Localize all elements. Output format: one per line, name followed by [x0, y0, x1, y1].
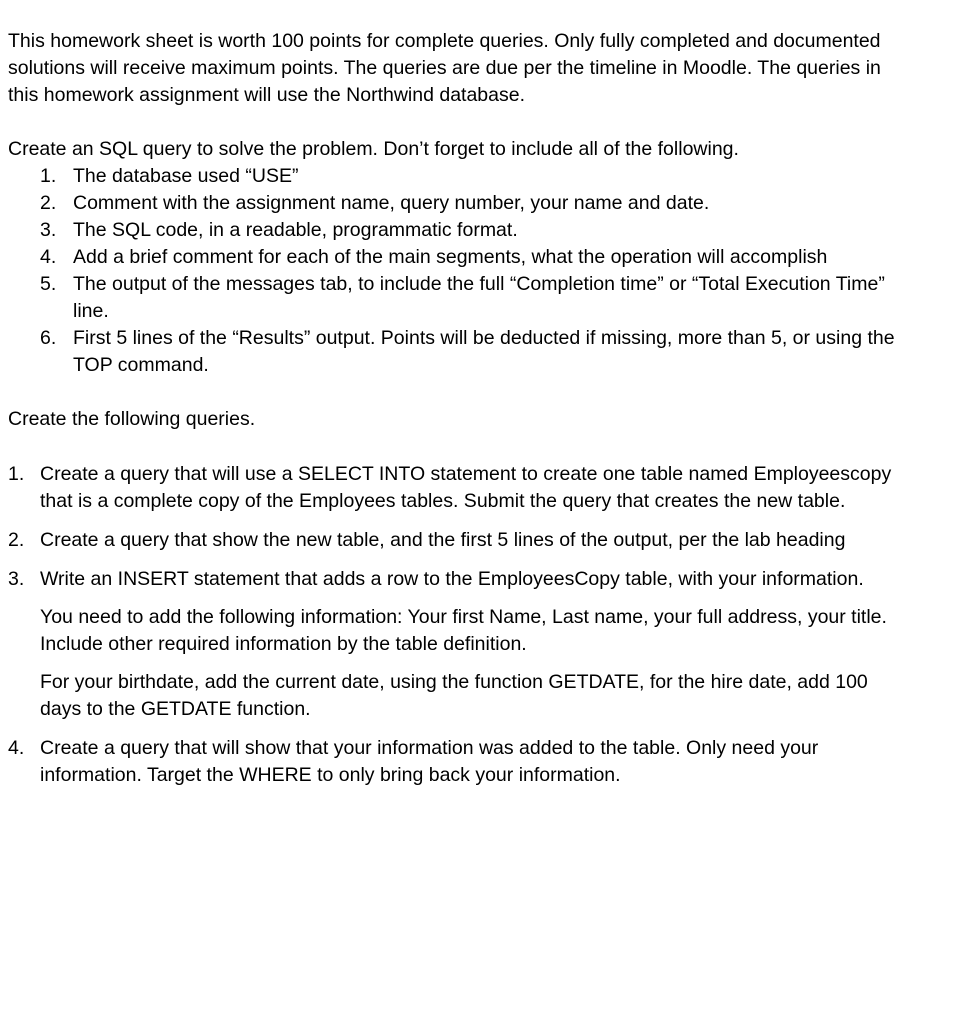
query-item	[8, 461, 908, 515]
requirements-heading: Create an SQL query to solve the problem. Don’t forget to include all of the following.	[8, 138, 739, 160]
requirement-text: The output of the messages tab, to include the full “Completion time” or “Total Execution Time” line.	[73, 273, 885, 322]
query-item	[8, 527, 908, 554]
query-detail-paragraph: For your birthdate, add the current date, using the function GETDATE, for the hire date, add 100 days to the GETDATE function.	[40, 671, 868, 720]
query-number: 1.	[8, 463, 25, 485]
query-text: Write an INSERT statement that adds a row to the EmployeesCopy table, with your information.	[40, 568, 864, 590]
query-text: Create a query that show the new table, and the first 5 lines of the output, per the lab heading	[40, 529, 846, 551]
requirement-number: 4.	[40, 246, 57, 268]
requirement-number: 1.	[40, 165, 57, 187]
requirement-number: 6.	[40, 327, 57, 349]
requirement-number: 5.	[40, 273, 57, 295]
requirement-number: 2.	[40, 192, 57, 214]
requirement-item	[8, 163, 908, 190]
query-text: Create a query that will use a SELECT INTO statement to create one table named Employeescopy that is a complete copy of the Employees tables. Submit the query that creates the new table.	[40, 463, 892, 512]
requirement-item	[8, 271, 908, 325]
queries-heading: Create the following queries.	[8, 408, 256, 430]
requirement-text: The database used “USE”	[73, 165, 299, 187]
requirement-text: Comment with the assignment name, query number, your name and date.	[73, 192, 710, 214]
requirement-item	[8, 217, 908, 244]
requirement-item	[8, 244, 908, 271]
query-item	[8, 735, 908, 789]
homework-document	[8, 28, 908, 801]
query-item	[8, 566, 908, 723]
requirement-text: First 5 lines of the “Results” output. Points will be deducted if missing, more than 5, or using the TOP command.	[73, 327, 895, 376]
query-text: Create a query that will show that your information was added to the table. Only need your information. Target the WHERE to only bring back your information.	[40, 737, 819, 786]
query-number: 2.	[8, 529, 25, 551]
query-number: 4.	[8, 737, 25, 759]
requirement-text: The SQL code, in a readable, programmatic format.	[73, 219, 518, 241]
requirement-number: 3.	[40, 219, 57, 241]
queries-list	[8, 461, 908, 789]
query-detail-paragraph: You need to add the following information: Your first Name, Last name, your full address, your title. Include other required information by the table definition.	[40, 606, 887, 655]
requirement-item	[8, 325, 908, 379]
requirement-text: Add a brief comment for each of the main segments, what the operation will accomplish	[73, 246, 828, 268]
query-number: 3.	[8, 568, 25, 590]
intro-paragraph: This homework sheet is worth 100 points for complete queries. Only fully completed and documented solutions will receive maximum points. The queries are due per the timeline in Moodle. The queries in this homework assignment will use the Northwind database.	[8, 30, 881, 106]
requirement-item	[8, 190, 908, 217]
requirements-list	[8, 163, 908, 379]
